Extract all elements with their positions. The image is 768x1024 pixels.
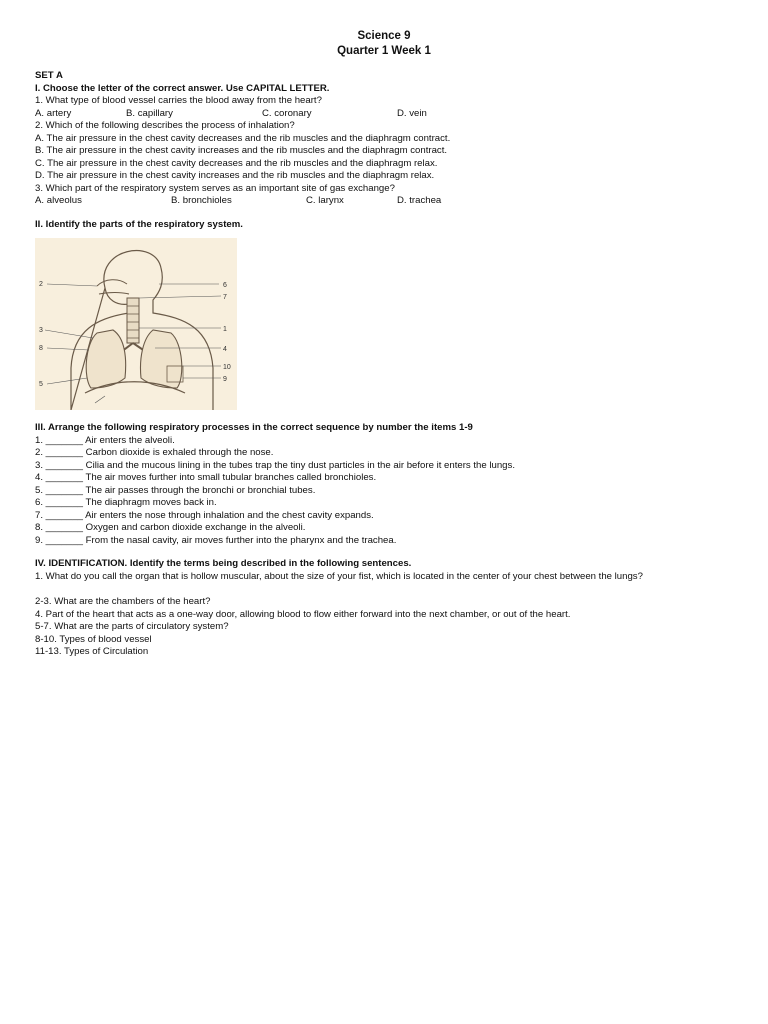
diagram-label-6: 6 (223, 282, 227, 289)
diagram-label-3: 3 (39, 327, 43, 334)
question-2-option-b: B. The air pressure in the chest cavity increases and the rib muscles and the diaphragm contract. (35, 145, 448, 156)
diagram-label-9: 9 (223, 376, 227, 383)
part1-instruction: I. Choose the letter of the correct answer. Use CAPITAL LETTER. (35, 82, 330, 94)
question-2-option-a: A. The air pressure in the chest cavity decreases and the rib muscles and the diaphragm contract. (35, 132, 451, 144)
worksheet-title: Science 9 (357, 30, 411, 42)
diagram-label-5: 5 (39, 381, 43, 388)
diagram-label-1: 1 (223, 326, 227, 333)
worksheet-subtitle: Quarter 1 Week 1 (337, 45, 431, 57)
sequence-item: 3. _______ Cilia and the mucous lining in the tubes trap the tiny dust particles in the air before it enters the lungs. (35, 459, 515, 471)
option-d: D. vein (397, 107, 427, 119)
set-label: SET A (35, 70, 63, 81)
option-c: C. larynx (306, 195, 344, 206)
question-2: 2. Which of the following describes the process of inhalation? (35, 120, 295, 131)
question-3-options (35, 195, 735, 208)
sequence-item: 2. _______ Carbon dioxide is exhaled through the nose. (35, 447, 274, 458)
identification-item: 4. Part of the heart that acts as a one-way door, allowing blood to flow either forward into the next chamber, or out of the heart. (35, 608, 571, 620)
identification-item: 1. What do you call the organ that is hollow muscular, about the size of your fist, which is located in the center of your chest between the lungs? (35, 571, 643, 582)
identification-item: 5-7. What are the parts of circulatory system? (35, 621, 229, 632)
question-1-options (35, 108, 735, 121)
sequence-item: 8. _______ Oxygen and carbon dioxide exchange in the alveoli. (35, 522, 306, 533)
diagram-label-8: 8 (39, 345, 43, 352)
question-1: 1. What type of blood vessel carries the blood away from the heart? (35, 95, 322, 106)
sequence-item: 9. _______ From the nasal cavity, air moves further into the pharynx and the trachea. (35, 534, 397, 546)
option-b: B. capillary (126, 107, 173, 119)
question-2-option-d: D. The air pressure in the chest cavity increases and the rib muscles and the diaphragm relax. (35, 170, 435, 181)
option-d: D. trachea (397, 195, 442, 206)
diagram-label-4: 4 (223, 346, 227, 353)
sequence-item: 4. _______ The air moves further into small tubular branches called bronchioles. (35, 472, 377, 483)
identification-item: 8-10. Types of blood vessel (35, 633, 152, 645)
identification-item: 11-13. Types of Circulation (35, 646, 149, 657)
option-a: A. artery (35, 107, 72, 119)
question-3: 3. Which part of the respiratory system serves as an important site of gas exchange? (35, 182, 395, 194)
part4-instruction: IV. IDENTIFICATION. Identify the terms being described in the following sentences. (35, 558, 412, 569)
option-b: B. bronchioles (171, 195, 232, 206)
part3-instruction: III. Arrange the following respiratory processes in the correct sequence by number the items 1-9 (35, 422, 473, 433)
respiratory-system-diagram (35, 238, 237, 410)
identification-item: 2-3. What are the chambers of the heart? (35, 596, 211, 607)
sequence-item: 5. _______ The air passes through the bronchi or bronchial tubes. (35, 484, 316, 496)
diagram-label-10: 10 (223, 364, 231, 371)
diagram-label-7: 7 (223, 294, 227, 301)
sequence-item: 7. _______ Air enters the nose through inhalation and the chest cavity expands. (35, 509, 374, 521)
option-a: A. alveolus (35, 195, 82, 206)
sequence-item: 1. _______ Air enters the alveoli. (35, 434, 175, 446)
question-2-option-c: C. The air pressure in the chest cavity decreases and the rib muscles and the diaphragm relax. (35, 157, 438, 169)
option-c: C. coronary (262, 107, 312, 119)
respiratory-system-illustration (35, 238, 237, 410)
part2-instruction: II. Identify the parts of the respiratory system. (35, 219, 243, 230)
diagram-label-2: 2 (39, 281, 43, 288)
sequence-item: 6. _______ The diaphragm moves back in. (35, 497, 217, 508)
